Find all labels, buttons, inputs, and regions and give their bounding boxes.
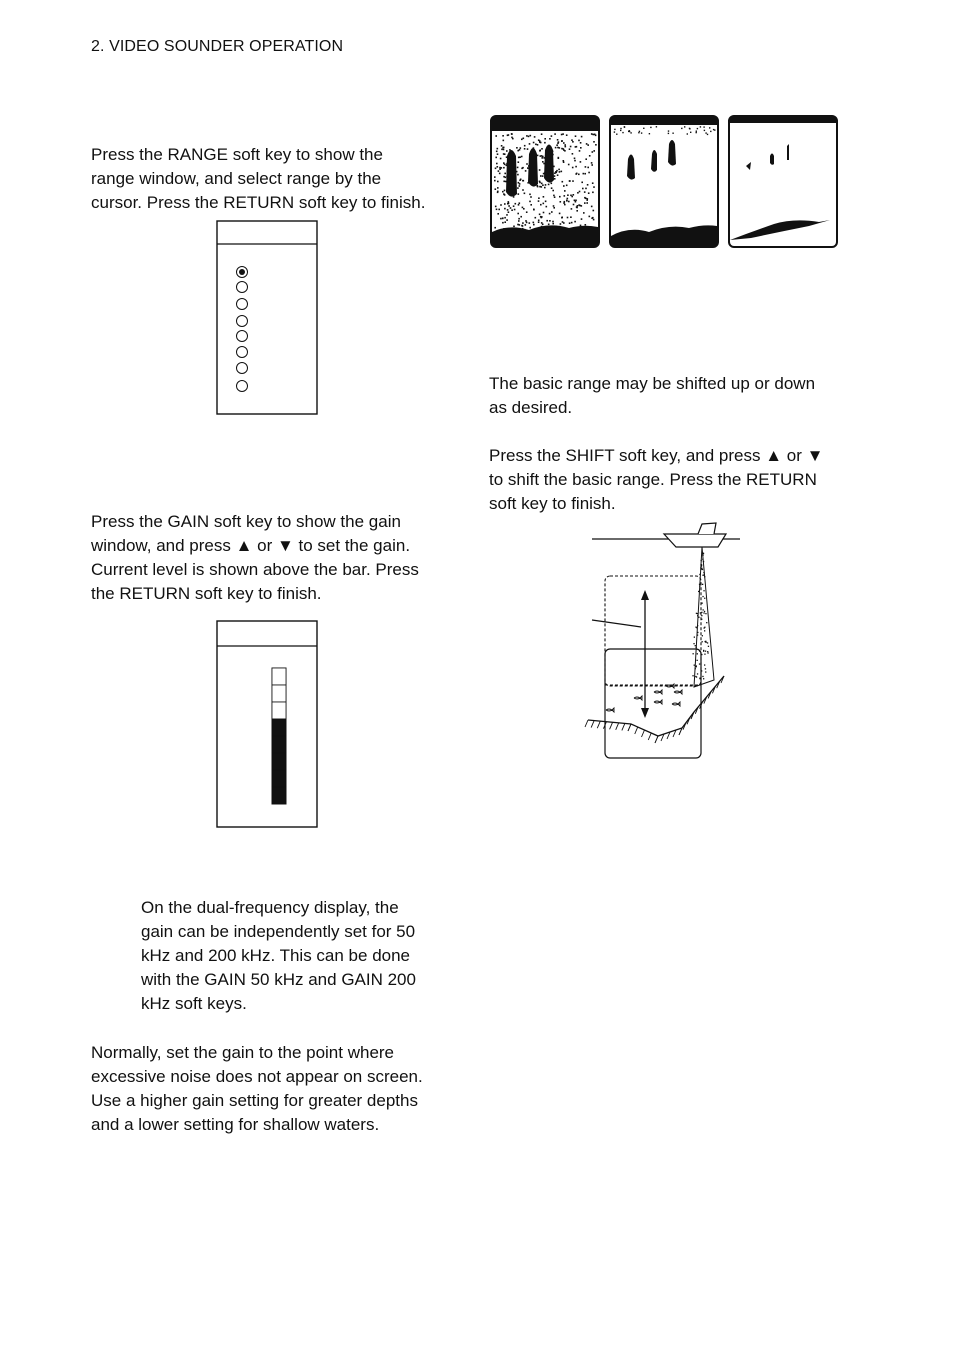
radio-option [237,363,248,374]
boat-icon [664,534,726,547]
gain-segment-empty [272,702,286,719]
radio-option [237,316,248,327]
shift-intro: The basic range may be shifted up or down as desired. [489,374,816,417]
shift-instruction: Press the SHIFT soft key, and press ▲ or ▼ to shift the basic range. Press the RETURN soft key to finish. [489,446,824,513]
range-instruction: Press the RANGE soft key to show the range window, and select range by the cursor. Press the RETURN soft key to finish. [91,145,426,212]
gain-segment-empty [272,685,286,702]
shift-range-diagram [586,520,746,760]
radio-option [237,331,248,342]
echogram-examples [489,114,839,250]
echogram-panel-high-gain [491,116,599,247]
gain-instruction: Press the GAIN soft key to show the gain window, and press ▲ or ▼ to set the gain. Current level is shown above the bar. Press the RETURN soft key to finish. [91,512,419,603]
echogram-panel-low-gain [729,116,837,247]
gain-segment-empty [272,668,286,685]
gain-segment-filled [272,770,286,787]
gain-level-bar [272,668,286,804]
gain-segment-filled [272,719,286,736]
radio-option [237,282,248,293]
range-window [216,220,318,415]
gain-segment-filled [272,787,286,804]
dual-frequency-note: On the dual-frequency display, the gain can be independently set for 50 kHz and 200 kHz. This can be done with the GAIN 50 kHz and GAIN 200 kHz soft keys. [141,898,416,1013]
radio-option [237,299,248,310]
radio-option [237,347,248,358]
gain-advice: Normally, set the gain to the point where excessive noise does not appear on screen. Use a higher gain setting for greater depths and a lower setting for shallow waters. [91,1043,423,1134]
gain-segment-filled [272,736,286,753]
echogram-panel-medium-gain [610,116,718,247]
gain-segment-filled [272,753,286,770]
gain-window [216,620,318,828]
radio-option [237,381,248,392]
page-header: 2. VIDEO SOUNDER OPERATION [91,38,344,55]
